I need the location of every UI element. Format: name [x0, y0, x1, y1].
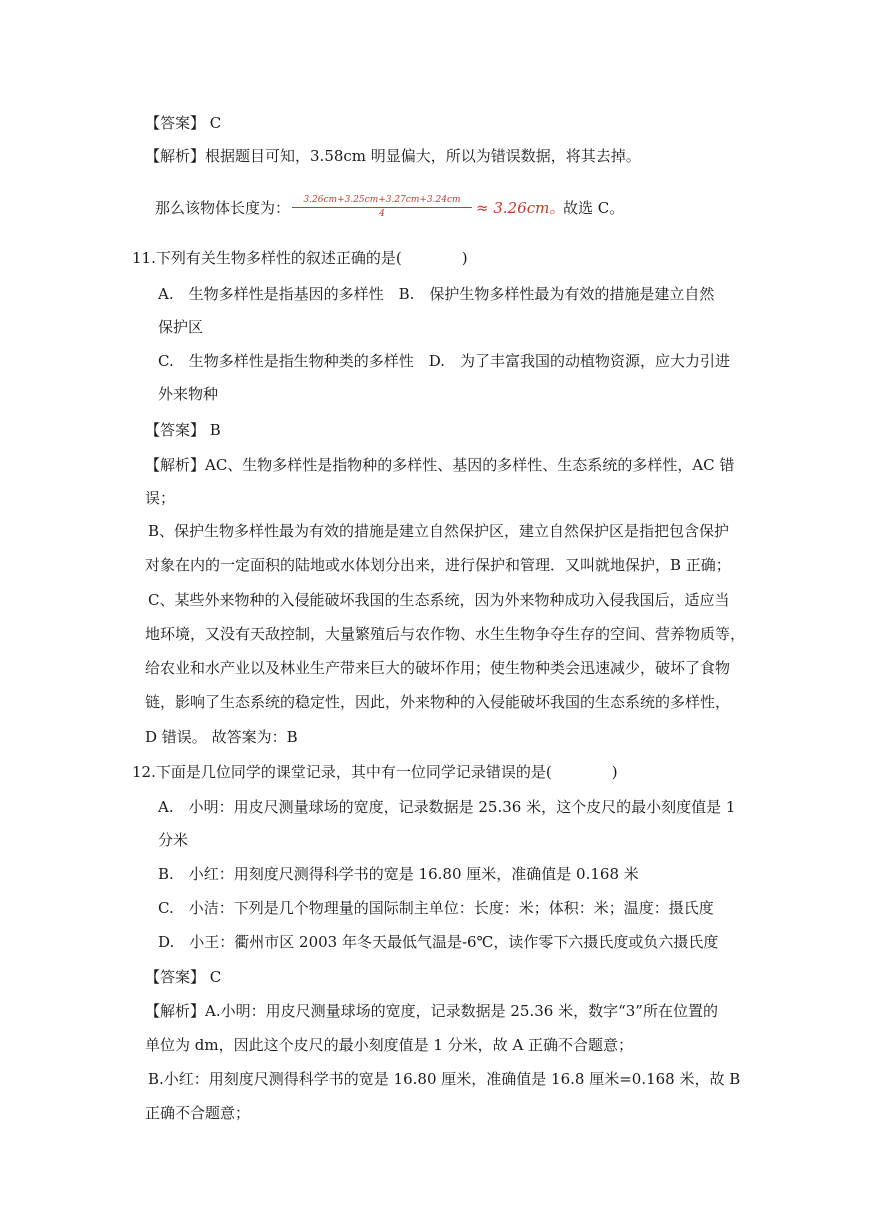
formula-conclusion: 故选 C。 [563, 199, 625, 217]
formula-result: ≈ 3.26cm。 [476, 199, 565, 217]
text-line: 链，影响了生态系统的稳定性，因此，外来物种的入侵能破坏我国的生态系统的多样性， [145, 693, 731, 711]
text-line: 【解析】A.小明：用皮尺测量球场的宽度，记录数据是 25.36 米，数字“3”所在位置的 [145, 1002, 718, 1020]
text-line: B. 小红：用刻度尺测得科学书的宽是 16.80 厘米，准确值是 0.168 米 [158, 865, 639, 883]
text-line: A. 生物多样性是指基因的多样性 B. 保护生物多样性最为有效的措施是建立自然 [158, 285, 715, 303]
text-line: 【解析】AC、生物多样性是指物种的多样性、基因的多样性、生态系统的多样性，AC 错 [145, 456, 735, 474]
text-line: 【答案】 C [145, 114, 222, 132]
text-line: 保护区 [158, 318, 204, 336]
text-line: C. 小洁：下列是几个物理量的国际制主单位：长度：米；体积：米；温度：摄氏度 [158, 899, 714, 917]
text-line: D 错误。 故答案为：B [145, 728, 298, 746]
text-line: 地环境，又没有天敌控制，大量繁殖后与农作物、水生生物争夺生存的空间、营养物质等， [145, 625, 746, 643]
text-line: 【答案】 B [145, 421, 221, 439]
length-formula [264, 188, 625, 230]
average-fraction [292, 194, 472, 220]
text-line: 误； [145, 489, 176, 507]
text-line: C、某些外来物种的入侵能破坏我国的生态系统，因为外来物种成功入侵我国后，适应当 [148, 591, 730, 609]
text-line: 单位为 dm，因此这个皮尺的最小刻度值是 1 分米，故 A 正确不合题意； [145, 1036, 634, 1054]
text-line: C. 生物多样性是指生物种类的多样性 D. 为了丰富我国的动植物资源，应大力引进 [158, 352, 730, 370]
fraction-numerator: 3.26cm+3.25cm+3.27cm+3.24cm [292, 194, 472, 208]
text-line: B.小红：用刻度尺测得科学书的宽是 16.80 厘米，准确值是 16.8 厘米=0.168 米，故 B [148, 1070, 741, 1088]
text-line: 11.下列有关生物多样性的叙述正确的是( ) [132, 249, 468, 267]
text-line: 外来物种 [158, 385, 219, 403]
text-line: A. 小明：用皮尺测量球场的宽度，记录数据是 25.36 米，这个皮尺的最小刻度值是 1 [158, 798, 736, 816]
text-line: 【解析】根据题目可知，3.58cm 明显偏大，所以为错误数据，将其去掉。 [145, 147, 641, 165]
text-line: D. 小王：衢州市区 2003 年冬天最低气温是-6℃，读作零下六摄氏度或负六摄氏度 [158, 933, 719, 951]
text-line: 那么该物体长度为： [155, 199, 291, 217]
text-line: 给农业和水产业以及林业生产带来巨大的破坏作用；使生物种类会迅速减少，破坏了食物 [145, 659, 731, 677]
text-line: 12.下面是几位同学的课堂记录，其中有一位同学记录错误的是( ) [132, 763, 618, 781]
text-line: 正确不合题意； [145, 1104, 251, 1122]
text-line: 分米 [158, 831, 189, 849]
text-line: 【答案】 C [145, 968, 222, 986]
text-line: B、保护生物多样性最为有效的措施是建立自然保护区，建立自然保护区是指把包含保护 [148, 522, 730, 540]
text-line: 对象在内的一定面积的陆地或水体划分出来，进行保护和管理．又叫就地保护，B 正确； [145, 556, 731, 574]
fraction-denominator: 4 [379, 209, 385, 219]
